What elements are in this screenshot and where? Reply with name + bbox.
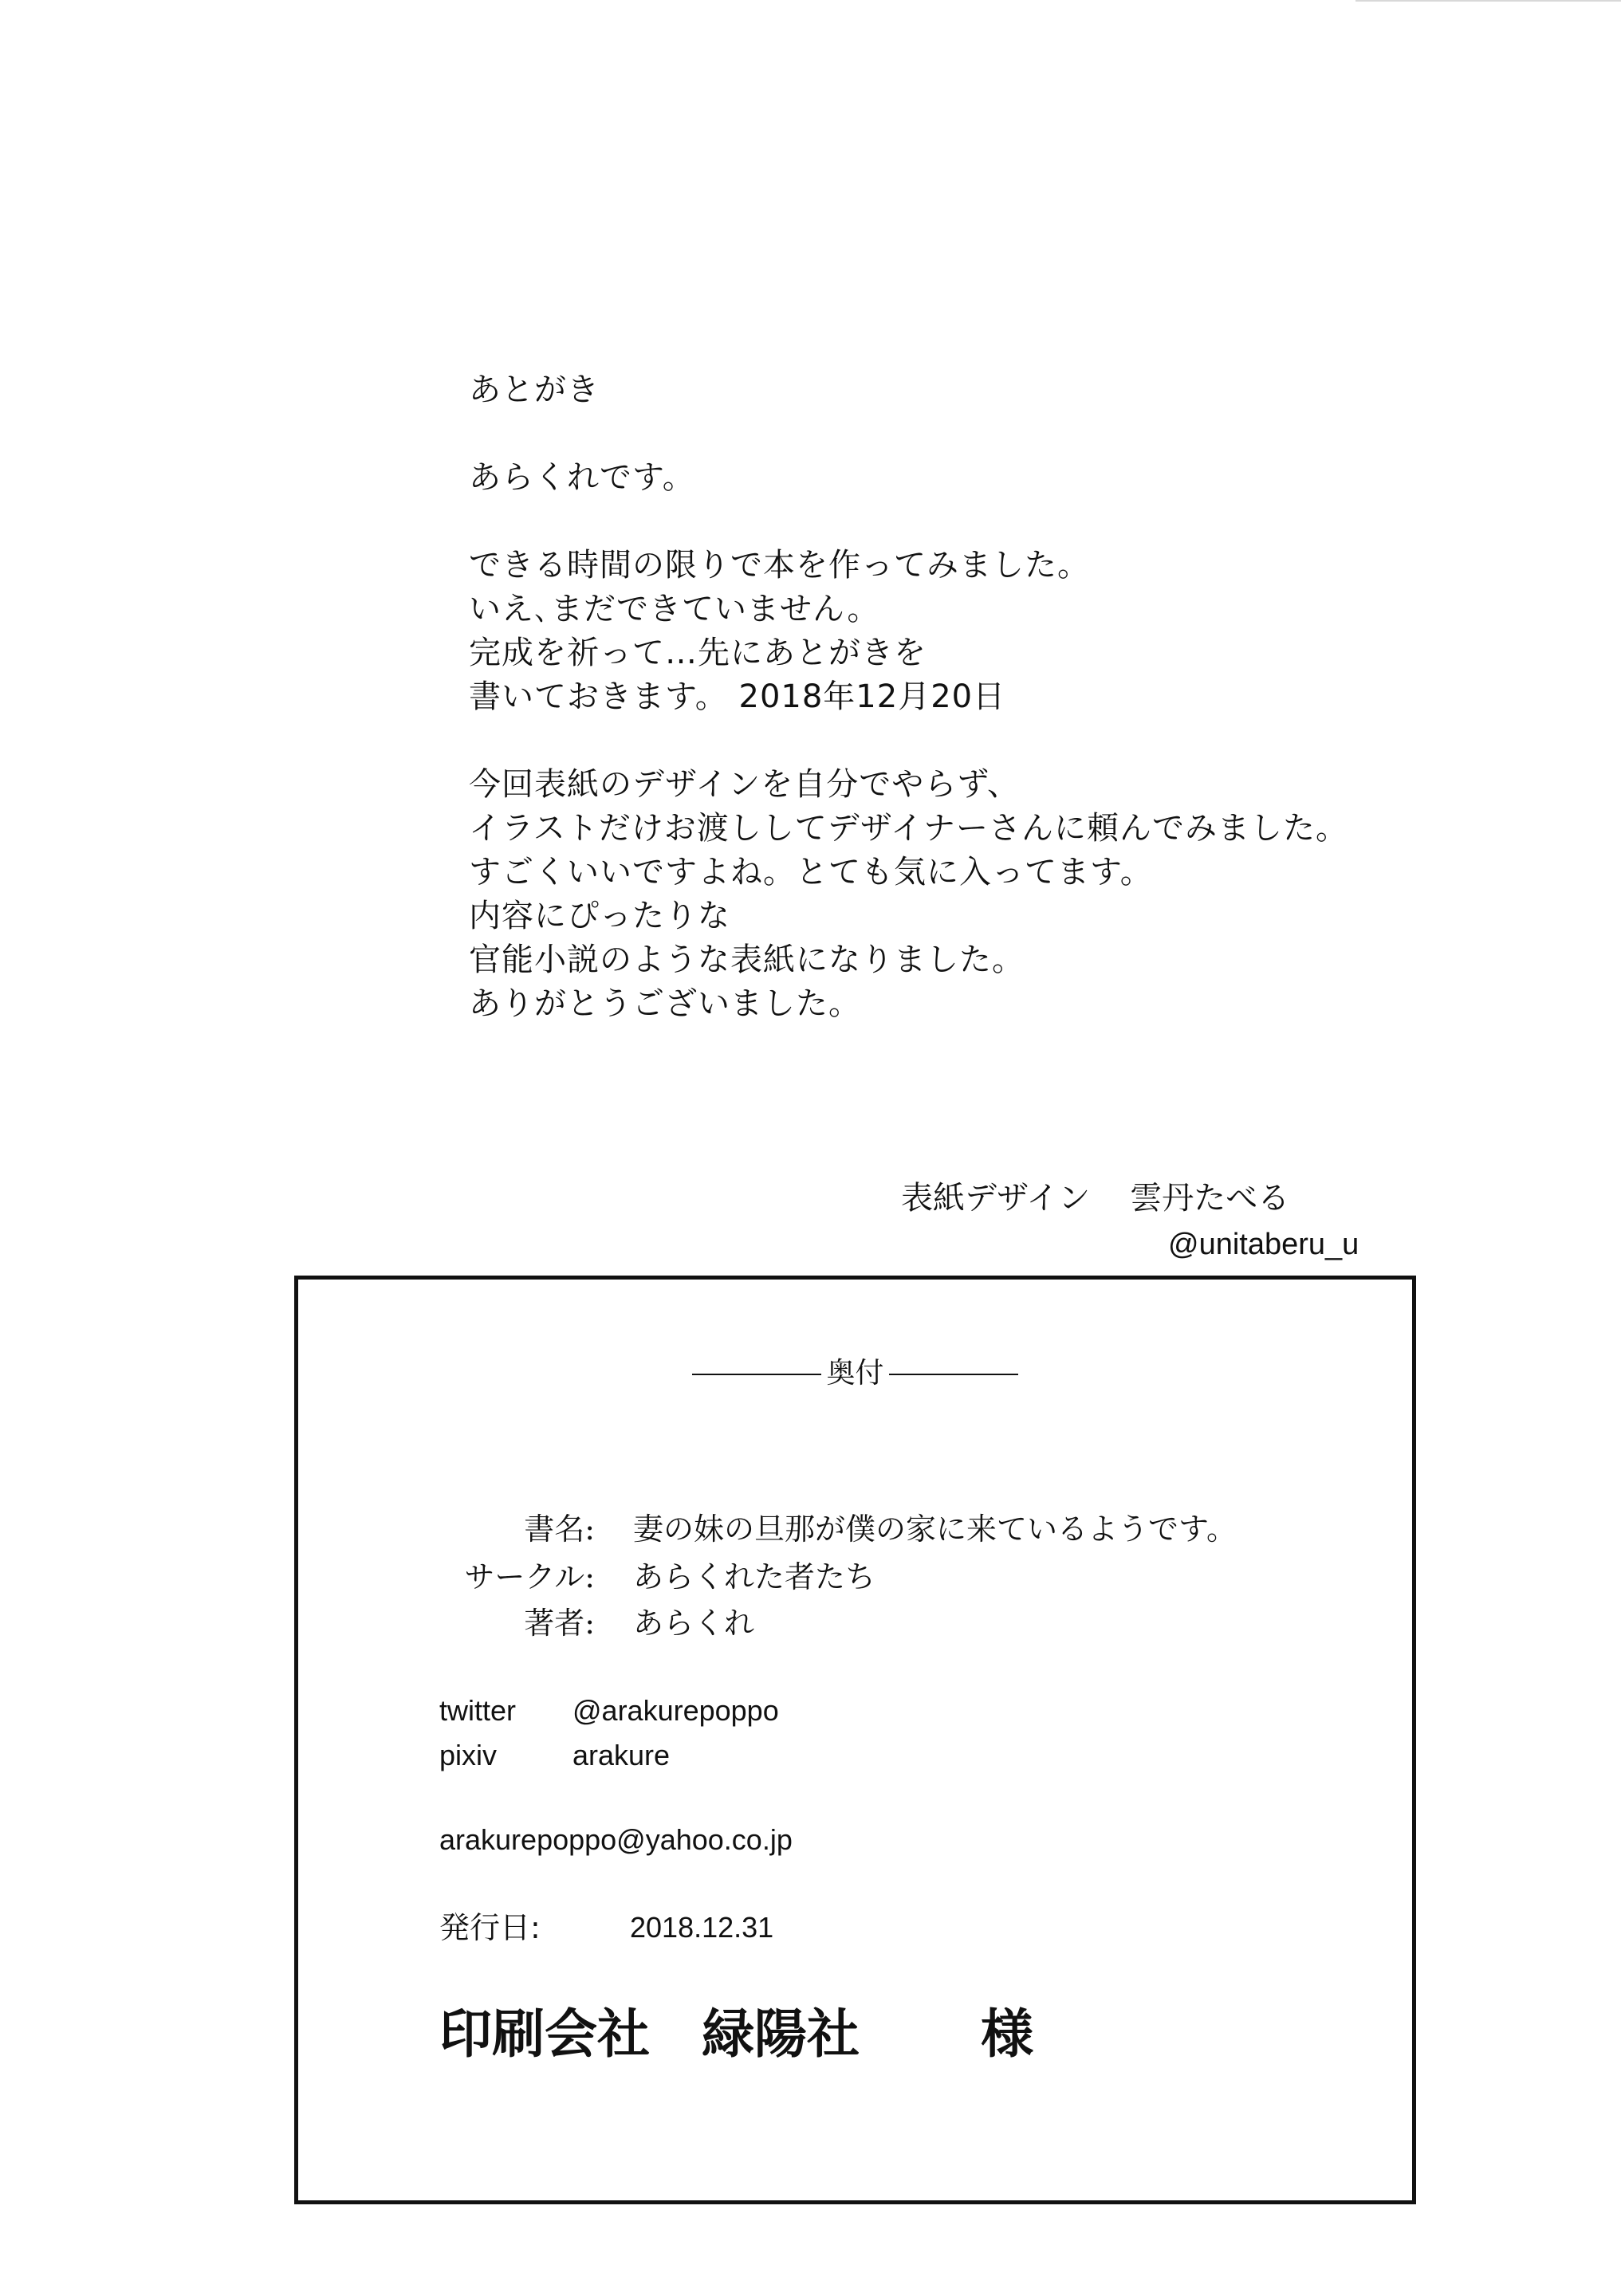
pixiv-handle: arakure [572,1739,671,1771]
scan-edge-mark [1355,0,1621,6]
afterword-line: すごくいいですよね。とても気に入ってます。 [469,854,1153,890]
colophon-box [294,1276,1416,2204]
book-title-label: 書名: [524,1512,595,1547]
twitter-label: twitter [439,1694,517,1727]
book-title-value: 妻の妹の旦那が僕の家に来ているようです。 [633,1512,1237,1547]
afterword-line: いえ､まだできていません。 [469,591,880,627]
author-label: 著者: [524,1606,595,1641]
afterword-line: ありがとうございました。 [469,985,861,1022]
cover-design-credit [901,1176,1539,1261]
issue-date-label: 発行日: [439,1910,541,1945]
colophon-title-text: 奥付 [826,1357,884,1390]
issue-date-value: 2018.12.31 [630,1911,774,1944]
credit-handle: @unitaberu_u [1168,1228,1359,1261]
author-value: あらくれ [633,1606,755,1641]
twitter-handle: @arakurepoppo [572,1694,779,1727]
afterword-heading: あとがき [469,372,600,408]
afterword-line: 今回表紙のデザインを自分でやらず、 [469,766,1020,803]
afterword-greeting: あらくれです。 [469,459,695,496]
printer-label: 印刷会社 [439,2003,650,2065]
credit-role: 表紙デザイン [901,1180,1091,1217]
colophon-title [298,1358,1412,1390]
printer-suffix: 様 [981,2003,1033,2065]
pixiv-label: pixiv [439,1739,498,1771]
printer-name: 緑陽社 [702,2003,860,2065]
afterword-line: 官能小説のような表紙になりました。 [469,942,1025,978]
credit-name: 雲丹たべる [1130,1180,1290,1217]
circle-value: あらくれた者たち [633,1559,876,1594]
afterword-line: イラストだけお渡ししてデザイナーさんに頼んでみました。 [469,810,1348,847]
circle-label: サークル: [464,1559,595,1594]
title-rule-right [889,1374,1018,1375]
afterword-line: できる時間の限りで本を作ってみました。 [469,547,1090,584]
afterword-line: 完成を祈って…先にあとがきを [469,635,927,671]
afterword [469,368,1505,1026]
afterword-line: 内容にぴったりな [469,898,730,934]
title-rule-left [692,1374,821,1375]
afterword-line: 書いておきます。 2018年12月20日 [469,678,1006,715]
contact-email: arakurepoppo@yahoo.co.jp [439,1823,793,1856]
